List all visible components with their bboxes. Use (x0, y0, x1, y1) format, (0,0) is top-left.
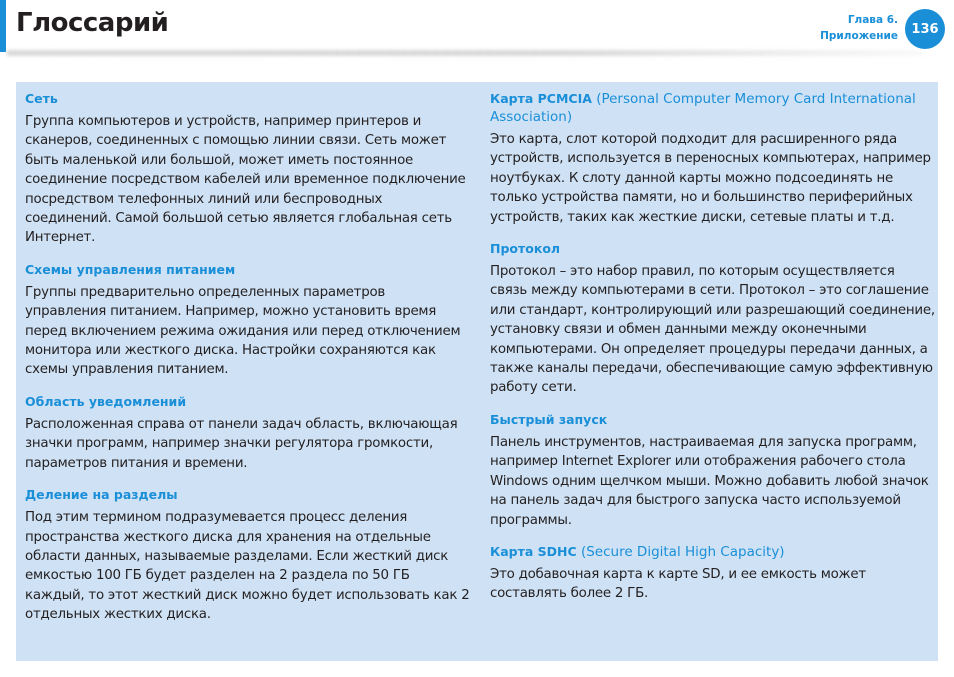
term-name: Карта PCMCIA (490, 91, 592, 106)
term-name: Быстрый запуск (490, 411, 608, 427)
header-divider (6, 50, 926, 56)
glossary-entry (490, 240, 935, 398)
chapter-name: Приложение (820, 30, 898, 42)
term-name: Сеть (25, 91, 58, 106)
glossary-column-left (25, 90, 470, 638)
term-name: Схемы управления питанием (25, 261, 236, 277)
glossary-term (25, 90, 470, 108)
term-name: Область уведомлений (25, 393, 187, 409)
glossary-panel (16, 82, 938, 661)
glossary-definition: Группа компьютеров и устройств, например принтеров и сканеров, соединенных с помощью линии связи. Сеть может быть маленькой или большой, может иметь постоянное соединение посредством кабелей или временное подключение посредством телефонных линий или беспроводных соединений. Самой большой сетью является глобальная сеть Интернет. (25, 114, 466, 246)
glossary-definition: Протокол – это набор правил, по которым осуществляется связь между компьютерами в сети. Протокол – это соглашение или стандарт, контролирующий или разрешающий соединение, установку связи и обмен данными между оконечными компьютерами. Он определяет процедуры передачи данных, а также каналы передачи, обеспечивающие самую эффективную работу сети. (490, 264, 935, 396)
glossary-term (490, 240, 935, 258)
glossary-entry (25, 261, 470, 380)
glossary-term (25, 261, 470, 279)
glossary-entry (490, 411, 935, 530)
glossary-column-right (490, 90, 935, 617)
chapter-number: Глава 6. (847, 14, 898, 26)
term-name: Протокол (490, 241, 561, 257)
chapter-label (820, 12, 898, 44)
glossary-term (25, 486, 470, 504)
glossary-entry (490, 543, 935, 604)
term-name: Карта SDHC (490, 543, 577, 559)
glossary-term (490, 411, 935, 429)
term-name: Деление на разделы (25, 487, 178, 503)
glossary-entry (490, 90, 935, 227)
glossary-term (490, 543, 935, 561)
glossary-entry (25, 393, 470, 473)
page-header (0, 0, 954, 54)
page-title: Глоссарий (16, 8, 169, 38)
glossary-definition: Группы предварительно определенных параметров управления питанием. Например, можно установить время перед включением режима ожидания или перед отключением монитора или жесткого диска. Настройки сохраняются как схемы управления питанием. (25, 284, 461, 378)
glossary-entry (25, 90, 470, 248)
glossary-entry (25, 486, 470, 624)
term-expansion: (Personal Computer Memory Card International Association) (490, 91, 916, 125)
glossary-definition: Под этим термином подразумевается процесс деления пространства жесткого диска для хранения на отдельные области данных, называемые разделами. Если жесткий диск емкостью 100 ГБ будет разделен на 2 раздела по 50 ГБ каждый, то этот жесткий диск можно будет использовать как 2 отдельных жестких диска. (25, 510, 470, 623)
glossary-definition: Это добавочная карта к карте SD, и ее емкость может составлять более 2 ГБ. (490, 566, 866, 602)
page-number-badge: 136 (905, 9, 945, 49)
glossary-definition: Это карта, слот которой подходит для расширенного ряда устройств, используется в переносных компьютерах, например ноутбуках. К слоту данной карты можно подсоединять не только устройства памяти, но и большинство периферийных устройств, таких как жесткие диски, сетевые платы и т.д. (490, 132, 931, 225)
glossary-term (490, 90, 935, 126)
header-accent-bar (0, 0, 6, 52)
term-expansion: (Secure Digital High Capacity) (576, 543, 785, 560)
glossary-term (25, 393, 470, 411)
glossary-definition: Расположенная справа от панели задач область, включающая значки программ, например значки регулятора громкости, параметров питания и времени. (25, 416, 458, 471)
glossary-definition: Панель инструментов, настраиваемая для запуска программ, например Internet Explorer или отображения рабочего стола Windows одним щелчком мыши. Можно добавить любой значок на панель задач для быстрого запуска часто используемой программы. (490, 434, 929, 528)
